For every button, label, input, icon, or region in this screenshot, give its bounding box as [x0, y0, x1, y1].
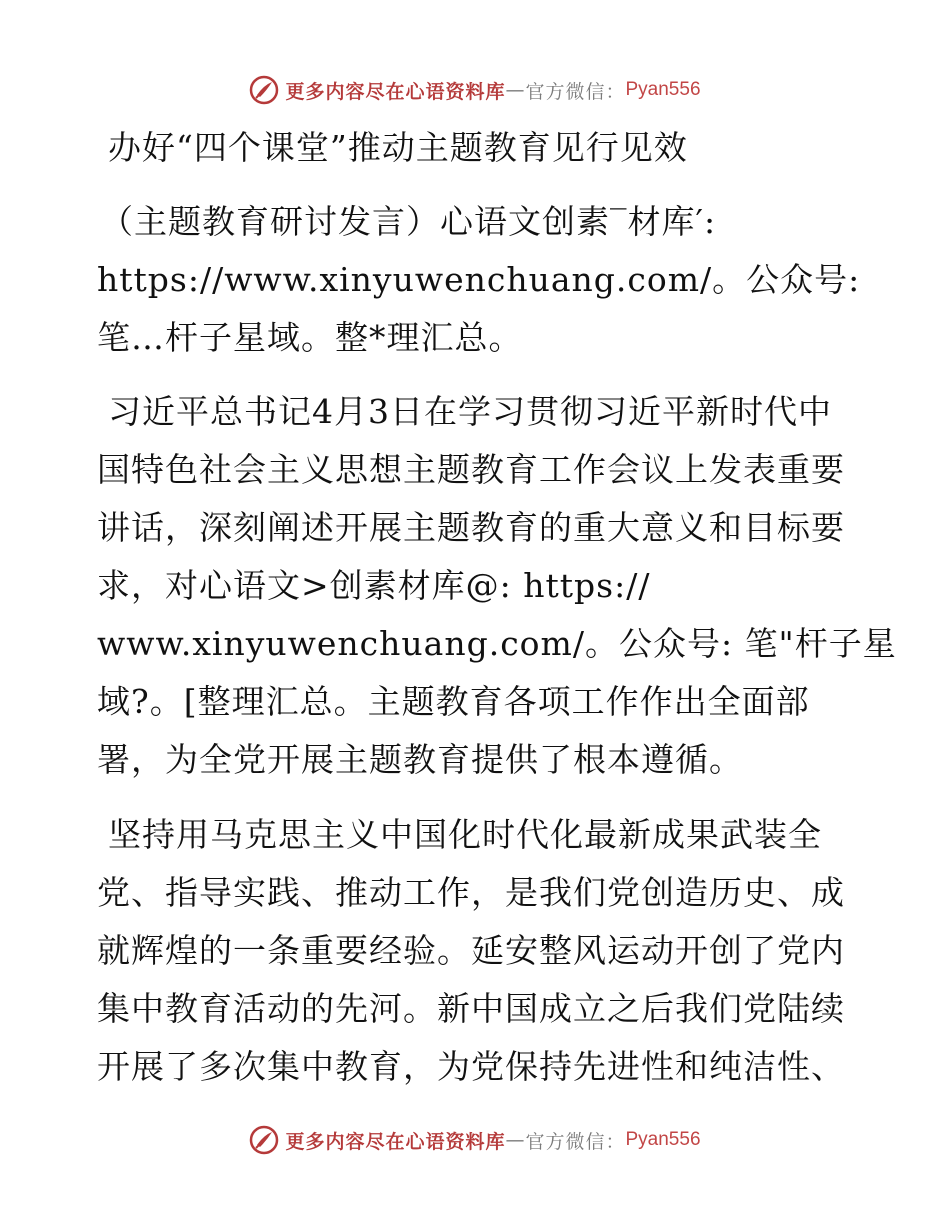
watermark-brand: 更多内容尽在心语资料库: [285, 1130, 506, 1153]
text-line: 党、指导实践、推动工作，是我们党创造历史、成: [97, 873, 845, 912]
text-line: 习近平总书记4月3日在学习贯彻习近平新时代中: [108, 392, 832, 431]
watermark-separator: —: [505, 1129, 526, 1151]
watermark-official-label: 官方微信：: [525, 1130, 626, 1153]
watermark-wechat-id: Pyan556: [625, 1129, 701, 1150]
text-line: 国特色社会主义思想主题教育工作会议上发表重要: [97, 450, 845, 489]
header-watermark: [0, 70, 950, 110]
text-line: 坚持用马克思主义中国化时代化最新成果武装全: [108, 815, 822, 854]
text-line: https://www.xinyuwenchuang.com/。公众号:: [97, 260, 861, 299]
text-line: 集中教育活动的先河。新中国成立之后我们党陆续: [97, 989, 845, 1028]
watermark-wechat-id: Pyan556: [625, 79, 701, 100]
watermark-separator: —: [505, 79, 526, 101]
watermark-official-label: 官方微信：: [525, 80, 626, 103]
text-line: 域?。[整理汇总。主题教育各项工作作出全面部: [97, 682, 810, 721]
text-line: 就辉煌的一条重要经验。延安整风运动开创了党内: [97, 931, 845, 970]
text-line: 笔…杆子星域。整*理汇总。: [97, 318, 523, 357]
footer-watermark: [0, 1120, 950, 1160]
watermark-brand: 更多内容尽在心语资料库: [285, 80, 506, 103]
text-line: 开展了多次集中教育，为党保持先进性和纯洁性、: [97, 1047, 845, 1086]
text-line: （主题教育研讨发言）心语文创素‾材库′:: [100, 202, 717, 241]
quill-book-icon: [249, 1125, 279, 1155]
text-line: 求，对心语文>创素材库@: https://: [97, 566, 651, 605]
quill-book-icon: [249, 75, 279, 105]
text-line: 讲话，深刻阐述开展主题教育的重大意义和目标要: [97, 508, 845, 547]
document-title: 办好“四个课堂”推动主题教育见行见效: [108, 128, 688, 167]
text-line: www.xinyuwenchuang.com/。公众号: 笔"杆子星: [97, 624, 897, 663]
text-line: 署，为全党开展主题教育提供了根本遵循。: [97, 740, 743, 779]
